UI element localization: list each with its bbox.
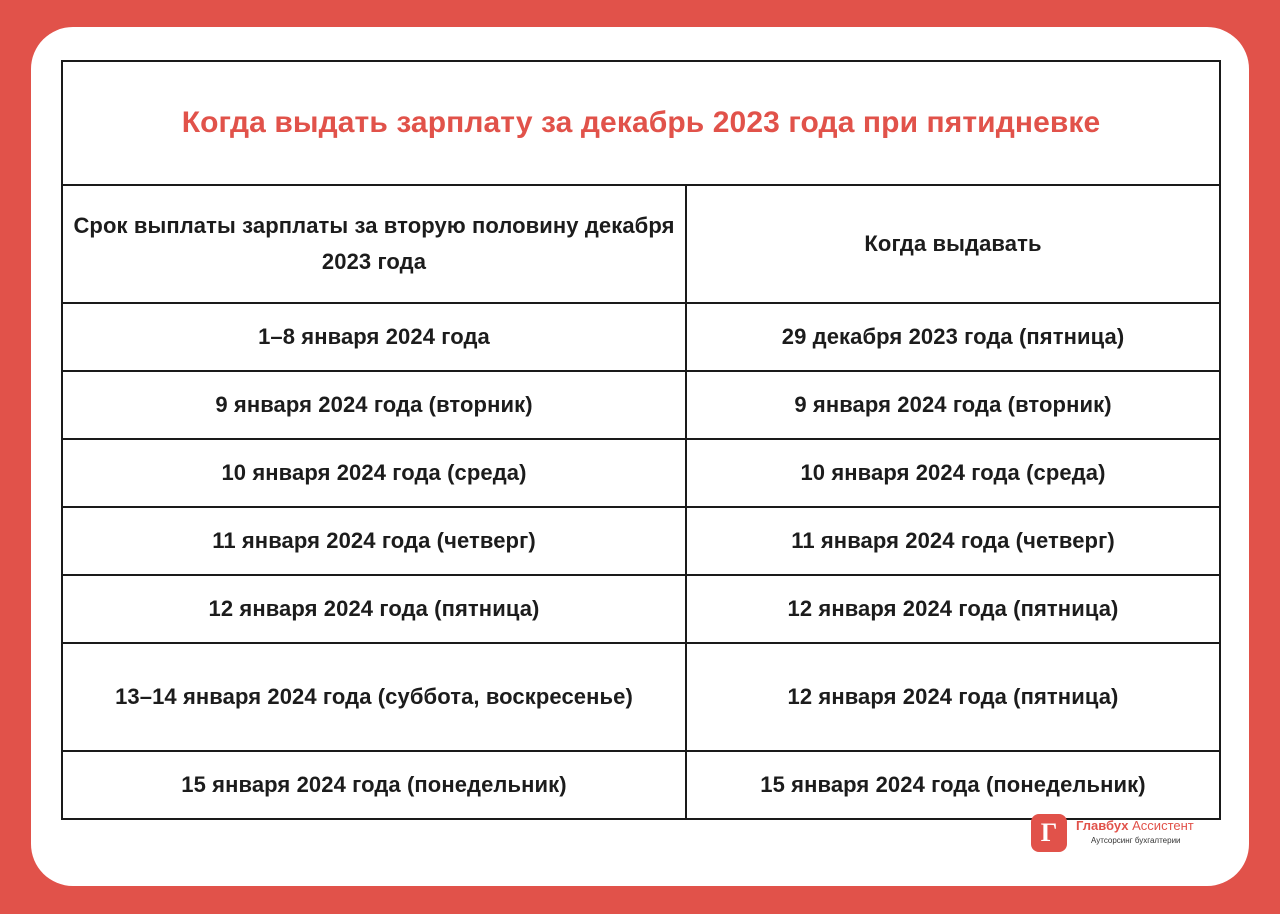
deadline-cell: 12 января 2024 года (пятница) [62,575,686,643]
deadline-cell: 13–14 января 2024 года (суббота, воскресенье) [62,643,686,751]
deadline-cell: 1–8 января 2024 года [62,303,686,371]
payout-date-cell: 10 января 2024 года (среда) [686,439,1220,507]
salary-schedule-table [61,60,1221,820]
table-title: Когда выдать зарплату за декабрь 2023 года при пятидневке [62,61,1220,185]
deadline-cell: 11 января 2024 года (четверг) [62,507,686,575]
table-header-row [62,185,1220,303]
table-row [62,507,1220,575]
payout-date-cell: 12 января 2024 года (пятница) [686,643,1220,751]
payout-date-cell: 29 декабря 2023 года (пятница) [686,303,1220,371]
table-row [62,439,1220,507]
content-card [31,27,1249,886]
column-header-payout-date: Когда выдавать [686,185,1220,303]
table-row [62,371,1220,439]
payout-date-cell: 15 января 2024 года (понедельник) [686,751,1220,819]
table-row [62,303,1220,371]
brand-name-bold: Главбух [1076,818,1129,833]
table-row [62,751,1220,819]
brand-logo-icon: Г [1031,814,1067,852]
payout-date-cell: 9 января 2024 года (вторник) [686,371,1220,439]
deadline-cell: 9 января 2024 года (вторник) [62,371,686,439]
table-row [62,643,1220,751]
brand-name [1076,818,1194,833]
brand-name-regular: Ассистент [1132,818,1194,833]
table-row [62,575,1220,643]
deadline-cell: 15 января 2024 года (понедельник) [62,751,686,819]
deadline-cell: 10 января 2024 года (среда) [62,439,686,507]
column-header-deadline: Срок выплаты зарплаты за вторую половину декабря 2023 года [62,185,686,303]
payout-date-cell: 11 января 2024 года (четверг) [686,507,1220,575]
brand-tagline: Аутсорсинг бухгалтерии [1091,836,1181,845]
payout-date-cell: 12 января 2024 года (пятница) [686,575,1220,643]
